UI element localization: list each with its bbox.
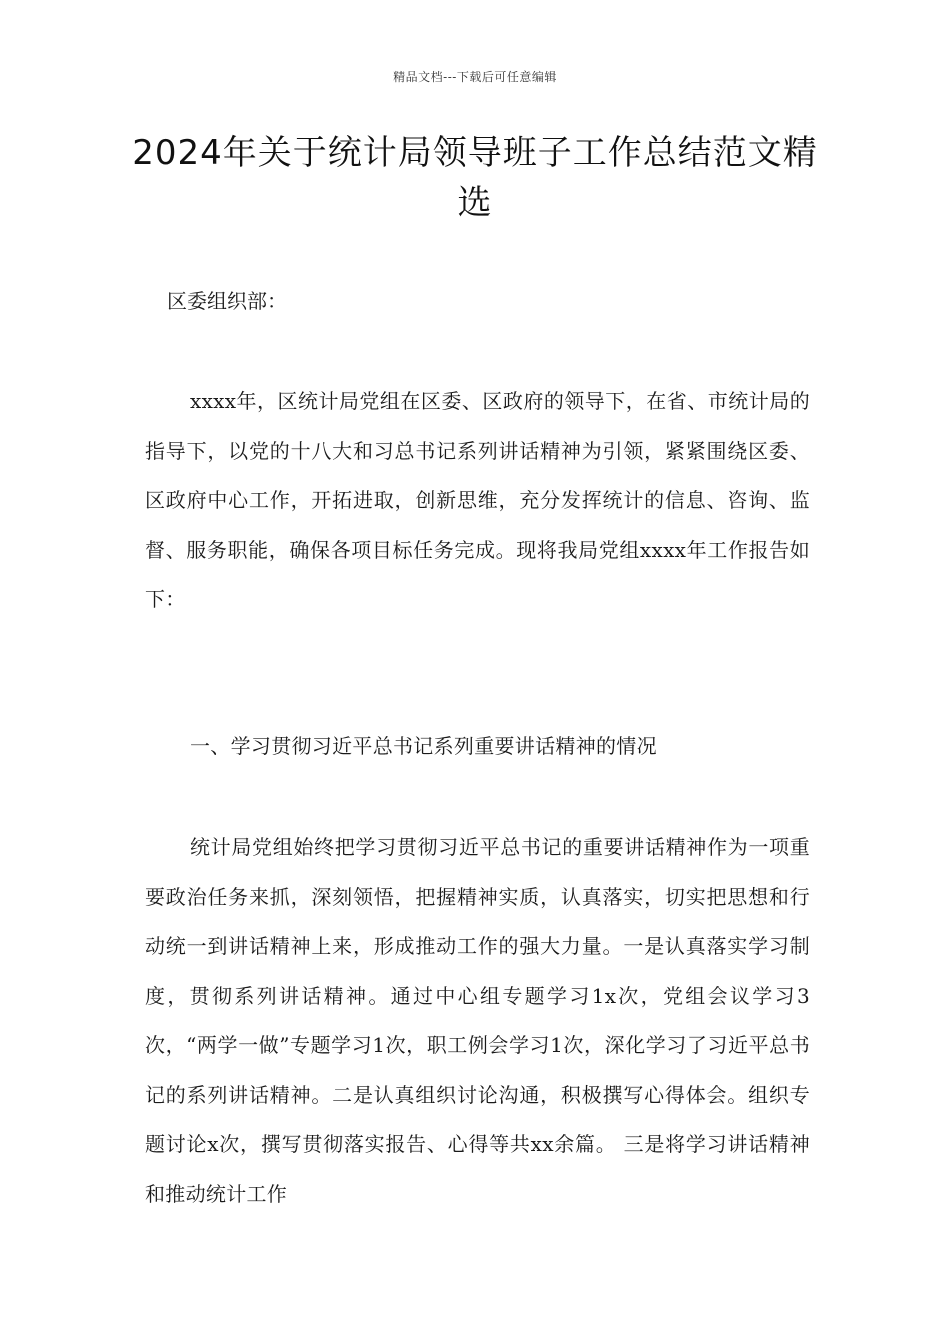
salutation: 区委组织部： xyxy=(167,289,287,313)
section-heading-1: 一、学习贯彻习近平总书记系列重要讲话精神的情况 xyxy=(190,734,657,758)
paragraph-intro: xxxx年，区统计局党组在区委、区政府的领导下，在省、市统计局的指导下，以党的十八大和习总书记系列讲话精神为引领，紧紧围绕区委、区政府中心工作，开拓进取，创新思维，充分发挥统计的信息、咨询、监督、服务职能，确保各项目标任务完成。现将我局党组xxxx年工作报告如下： xyxy=(145,389,810,611)
document-title: 2024年关于统计局领导班子工作总结范文精选 xyxy=(132,133,818,223)
paragraph-section-1: 统计局党组始终把学习贯彻习近平总书记的重要讲话精神作为一项重要政治任务来抓，深刻领悟，把握精神实质，认真落实，切实把思想和行动统一到讲话精神上来，形成推动工作的强大力量。一是认真落实学习制度，贯彻系列讲话精神。通过中心组专题学习1x次，党组会议学习3次，“两学一做”专题学习1次，职工例会学习1次，深化学习了习近平总书记的系列讲话精神。二是认真组织讨论沟通，积极撰写心得体会。组织专题讨论x次，撰写贯彻落实报告、心得等共xx余篇。 三是将学习讲话精神和推动统计工作 xyxy=(145,835,810,1206)
header-watermark: 精品文档---下载后可任意编辑 xyxy=(393,70,557,84)
